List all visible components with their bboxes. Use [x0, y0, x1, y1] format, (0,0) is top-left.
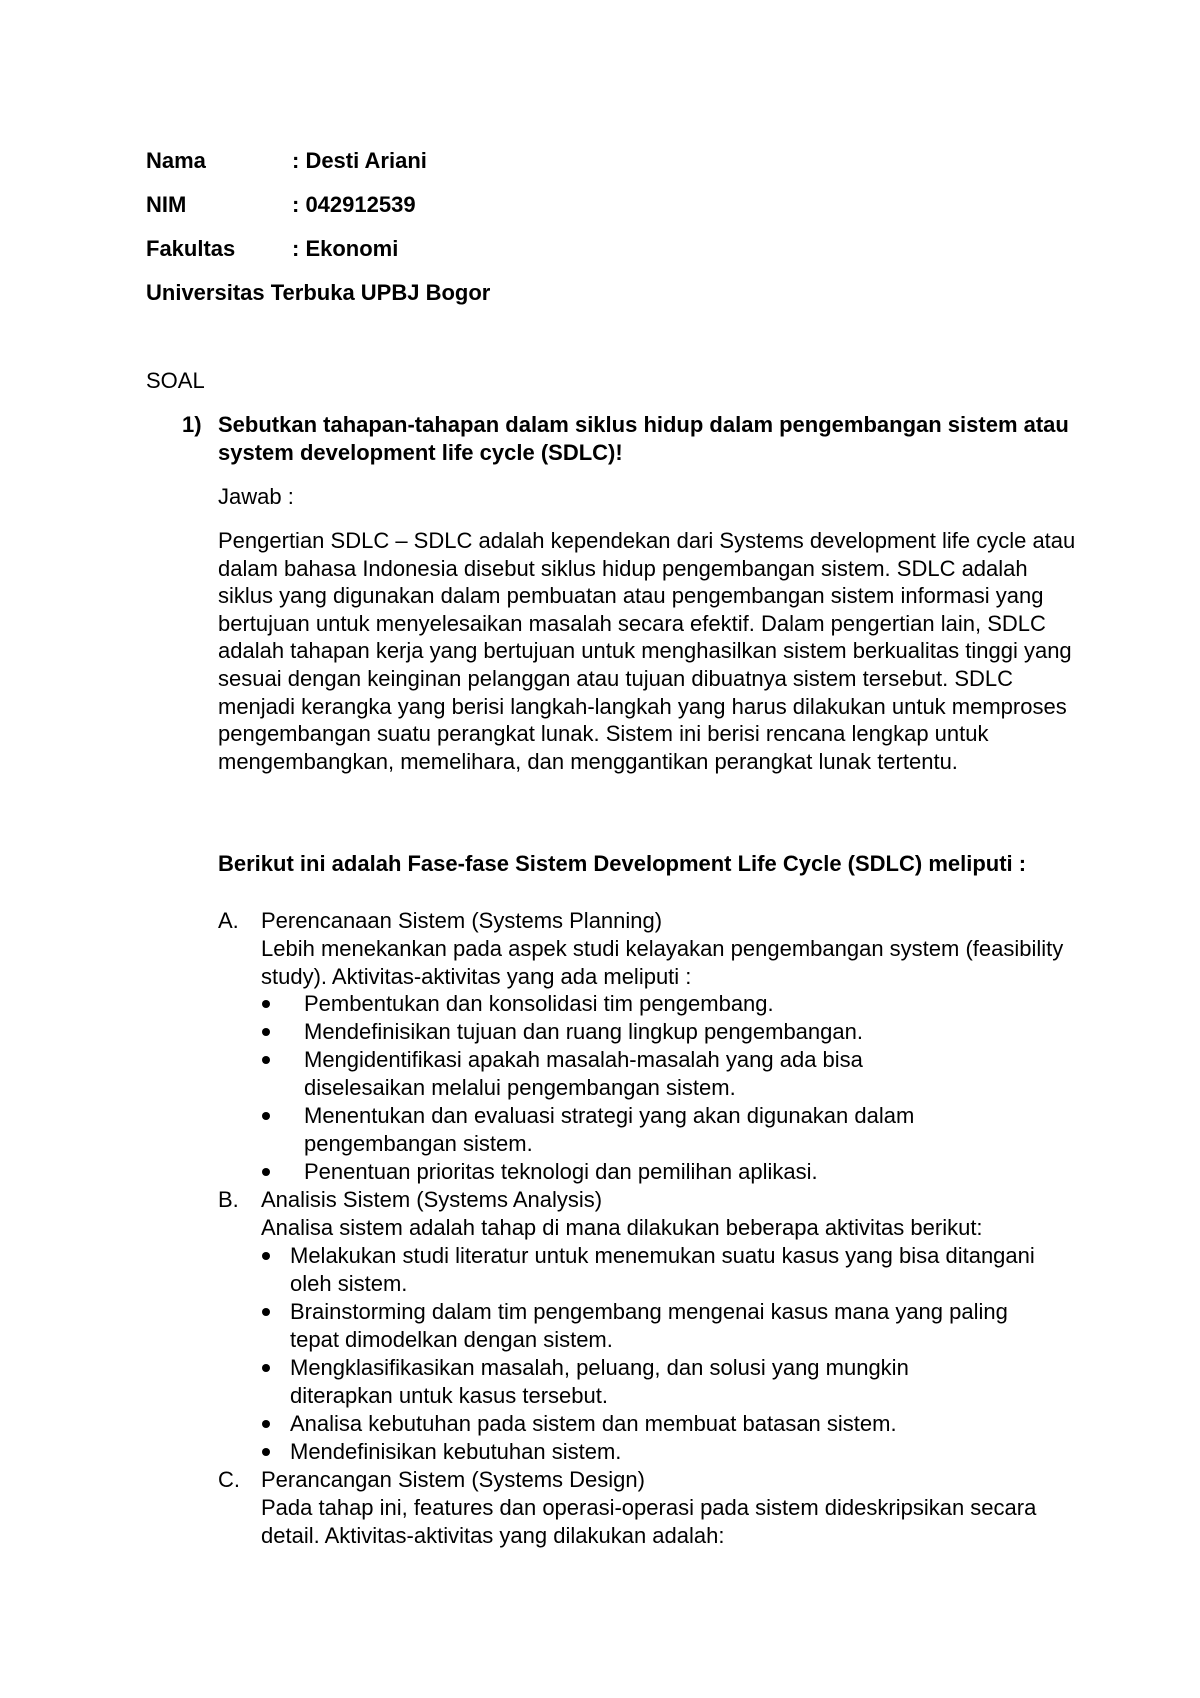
fakultas-value: : Ekonomi	[292, 236, 399, 261]
section-c-desc: Pada tahap ini, features dan operasi-operasi pada sistem dideskripsikan secara detail. Aktivitas-aktivitas yang dilakukan adalah:	[261, 1495, 1037, 1548]
fakultas-row	[146, 235, 398, 263]
bullet-icon	[262, 1028, 270, 1036]
answer-paragraph: Pengertian SDLC – SDLC adalah kependekan dari Systems development life cycle atau dalam bahasa Indonesia disebut siklus hidup pengembangan sistem. SDLC adalah siklus yang digunakan dalam pembuatan atau pengembangan sistem informasi yang bertujuan untuk menyelesaikan masalah secara efektif. Dalam pengertian lain, SDLC adalah tahapan kerja yang bertujuan untuk menghasilkan sistem berkualitas tinggi yang sesuai dengan keinginan pelanggan atau tujuan dibuatnya sistem tersebut. SDLC menjadi kerangka yang berisi langkah-langkah yang harus dilakukan untuk memproses pengembangan suatu perangkat lunak. Sistem ini berisi rencana lengkap untuk mengembangkan, memelihara, dan menggantikan perangkat lunak tertentu.	[218, 528, 1076, 774]
section-a-letter: A.	[218, 908, 239, 933]
universitas-name: Universitas Terbuka UPBJ Bogor	[146, 280, 491, 305]
nim-value: : 042912539	[292, 192, 416, 217]
nim-label: NIM	[146, 192, 187, 217]
fakultas-label: Fakultas	[146, 236, 236, 261]
nama-value: : Desti Ariani	[292, 148, 427, 173]
jawab-label: Jawab :	[218, 484, 294, 509]
section-a-desc: Lebih menekankan pada aspek studi kelayakan pengembangan system (feasibility study). Aktivitas-aktivitas yang ada meliputi :	[261, 936, 1064, 989]
question-text: Sebutkan tahapan-tahapan dalam siklus hidup dalam pengembangan sistem atau system development life cycle (SDLC)!	[218, 412, 1069, 465]
section-c-title: Perancangan Sistem (Systems Design)	[261, 1467, 645, 1492]
nama-row	[146, 147, 427, 175]
bullet-icon	[262, 1420, 270, 1428]
section-c	[218, 1466, 1098, 1556]
bullet-icon	[262, 1364, 270, 1372]
fase-heading: Berikut ini adalah Fase-fase Sistem Development Life Cycle (SDLC) meliputi :	[218, 851, 1027, 876]
bullet-icon	[262, 1168, 270, 1176]
bullet-icon	[262, 1308, 270, 1316]
bullet-icon	[262, 1448, 270, 1456]
bullet-icon	[262, 1056, 270, 1064]
section-a-title: Perencanaan Sistem (Systems Planning)	[261, 908, 663, 933]
section-b-letter: B.	[218, 1187, 239, 1212]
question-number: 1)	[182, 412, 202, 437]
soal-label: SOAL	[146, 368, 205, 393]
nim-row	[146, 191, 416, 219]
nama-label: Nama	[146, 148, 206, 173]
document-page: Nama : Desti Ariani NIM : 042912539 Fakultas : Ekonomi Universitas Terbuka UPBJ Bogor SOAL 1) Sebutkan tahapan-tahapan dalam siklus hidup dalam pengembangan sistem atau system development life cycle (SDLC)! Jawab : Pengertian SDLC – SDLC adalah kependekan dari Systems development life cycle atau dalam bahasa Indonesia disebut siklus hidup pengembangan sistem. SDLC adalah siklus yang digunakan dalam pembuatan atau pengembangan sistem informasi yang bertujuan untuk menyelesaikan masalah secara efektif. Dalam pengertian lain, SDLC adalah tahapan kerja yang bertujuan untuk menghasilkan sistem berkualitas tinggi yang sesuai dengan keinginan pelanggan atau tujuan dibuatnya sistem tersebut. SDLC menjadi kerangka yang berisi langkah-langkah yang harus dilakukan untuk memproses pengembangan suatu perangkat lunak. Sistem ini berisi rencana lengkap untuk mengembangkan, memelihara, dan menggantikan perangkat lunak tertentu. Berikut ini adalah Fase-fase Sistem Development Life Cycle (SDLC) meliputi : A. Perencanaan Sistem (Systems Planning) Lebih menekankan pada aspek studi kelayakan pengembangan system (feasibility study). Aktivitas-aktivitas yang ada meliputi : Pembentukan dan konsolidasi tim pengembang. Mendefinisikan tujuan dan ruang lingkup pengembangan. Mengidentifikasi apakah masalah-masalah yang ada bisa diselesaikan melalui pengembangan sistem. Menentukan dan evaluasi strategi yang akan digunakan dalam pengembangan sistem. Penentuan prioritas teknologi dan pemilihan aplikasi. B. Analisis Sistem (Systems Analysis) Analisa sistem adalah tahap di mana dilakukan beberapa aktivitas berikut: Melakukan studi literatur untuk menemukan suatu kasus yang bisa ditangani oleh sistem. Brainstorming dalam tim pengembang mengenai kasus mana yang paling tepat dimodelkan dengan sistem. Mengklasifikasikan masalah, peluang, dan solusi yang mungkin diterapkan untuk kasus tersebut. Analisa kebutuhan pada sistem dan membuat batasan sistem. Mendefinisikan kebutuhan sistem. C. Perancangan Sistem (Systems Design) Pada tahap ini, features dan operasi-operasi pada sistem dideskripsikan secara detail. Aktivitas-aktivitas yang dilakukan adalah:	[0, 0, 1200, 1698]
section-b-title: Analisis Sistem (Systems Analysis)	[261, 1187, 603, 1212]
bullet-icon	[262, 1112, 270, 1120]
section-c-letter: C.	[218, 1467, 240, 1492]
bullet-icon	[262, 1252, 270, 1260]
bullet-icon	[262, 1000, 270, 1008]
section-b	[218, 1186, 1098, 1246]
section-b-desc: Analisa sistem adalah tahap di mana dilakukan beberapa aktivitas berikut:	[261, 1215, 983, 1240]
